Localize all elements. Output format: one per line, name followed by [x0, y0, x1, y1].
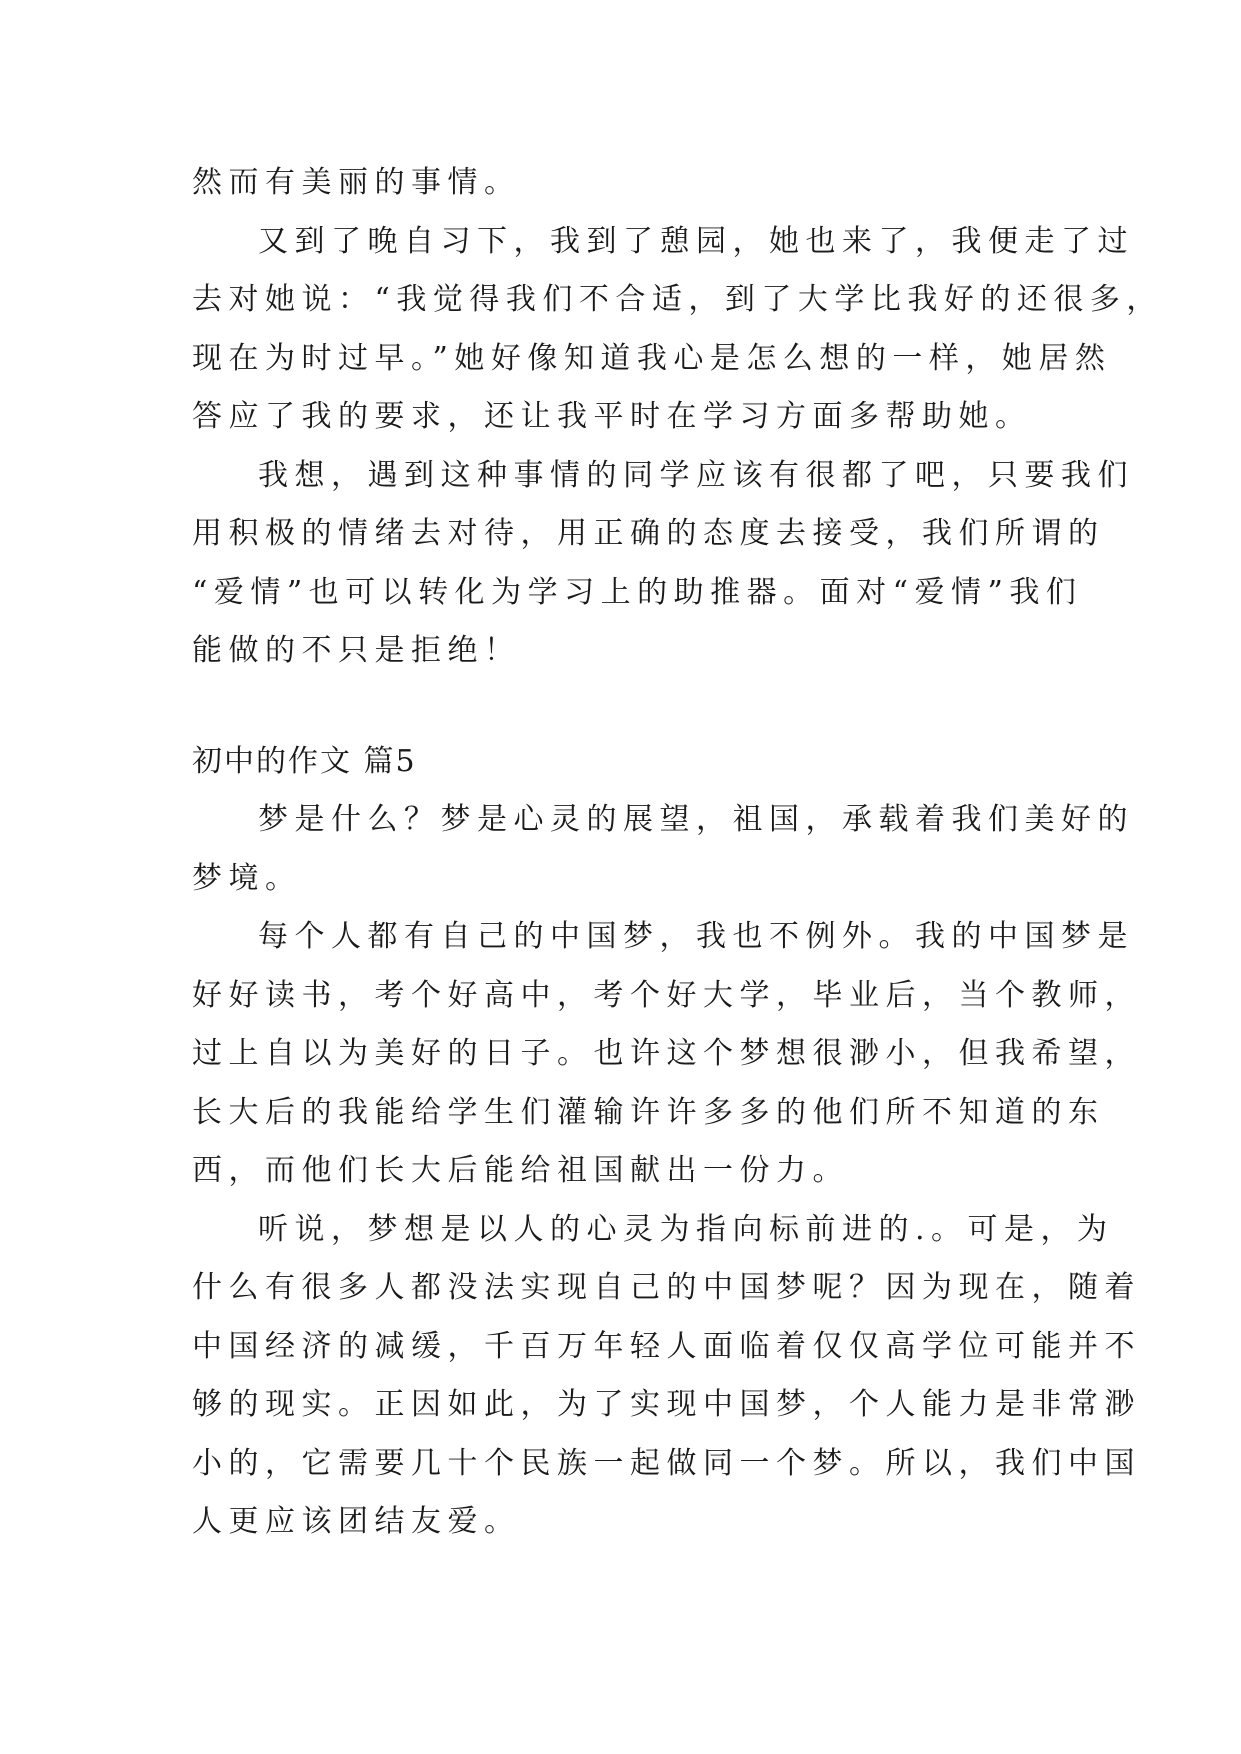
text-line: 够的现实。正因如此，为了实现中国梦，个人能力是非常渺: [192, 1387, 1141, 1422]
section-title: 初中的作文 篇5: [192, 743, 417, 779]
paragraph: [192, 213, 1163, 447]
text-line: 小的，它需要几十个民族一起做同一个梦。所以，我们中国: [192, 1445, 1141, 1481]
text-line: 过上自以为美好的日子。也许这个梦想很渺小，但我希望，: [192, 1036, 1141, 1071]
text-line: 每个人都有自己的中国梦，我也不例外。我的中国梦是: [258, 919, 1134, 954]
text-line: 用积极的情绪去对待，用正确的态度去接受，我们所谓的: [192, 516, 1105, 551]
text-line: 人更应该团结友爱。: [192, 1504, 521, 1539]
paragraph: [192, 791, 1134, 908]
text-line: 又到了晚自习下，我到了憩园，她也来了，我便走了过: [258, 223, 1134, 259]
text-line: “爱情”也可以转化为学习上的助推器。面对“爱情”我们: [192, 574, 1083, 610]
text-line: 现在为时过早。”她好像知道我心是怎么想的一样，她居然: [192, 340, 1112, 376]
text-line: 能做的不只是拒绝！: [192, 633, 521, 668]
text-line: 听说，梦想是以人的心灵为指向标前进的.。可是，为: [258, 1211, 1114, 1247]
paragraph: [192, 1201, 1141, 1552]
paragraph: [192, 154, 1072, 213]
text-line: 什么有很多人都没法实现自己的中国梦呢？因为现在，随着: [192, 1270, 1141, 1305]
text-line: 梦是什么？梦是心灵的展望，祖国，承载着我们美好的: [258, 802, 1134, 837]
document-body: [192, 154, 1163, 1552]
text-line: 梦境。: [192, 860, 302, 896]
text-line: 西，而他们长大后能给祖国献出一份力。: [192, 1153, 849, 1188]
text-line: 答应了我的要求，还让我平时在学习方面多帮助她。: [192, 399, 1032, 434]
text-line: 去对她说：“我觉得我们不合适，到了大学比我好的还很多，: [192, 282, 1163, 317]
paragraph: [192, 908, 1141, 1201]
paragraph: [192, 447, 1134, 681]
text-line: 好好读书，考个好高中，考个好大学，毕业后，当个教师，: [192, 977, 1141, 1013]
text-line: 长大后的我能给学生们灌输许许多多的他们所不知道的东: [192, 1094, 1105, 1130]
text-line: 中国经济的减缓，千百万年轻人面临着仅仅高学位可能并不: [192, 1328, 1141, 1364]
text-line: 然而有美丽的事情。: [192, 165, 521, 200]
text-line: 我想，遇到这种事情的同学应该有很都了吧，只要我们: [258, 457, 1134, 493]
